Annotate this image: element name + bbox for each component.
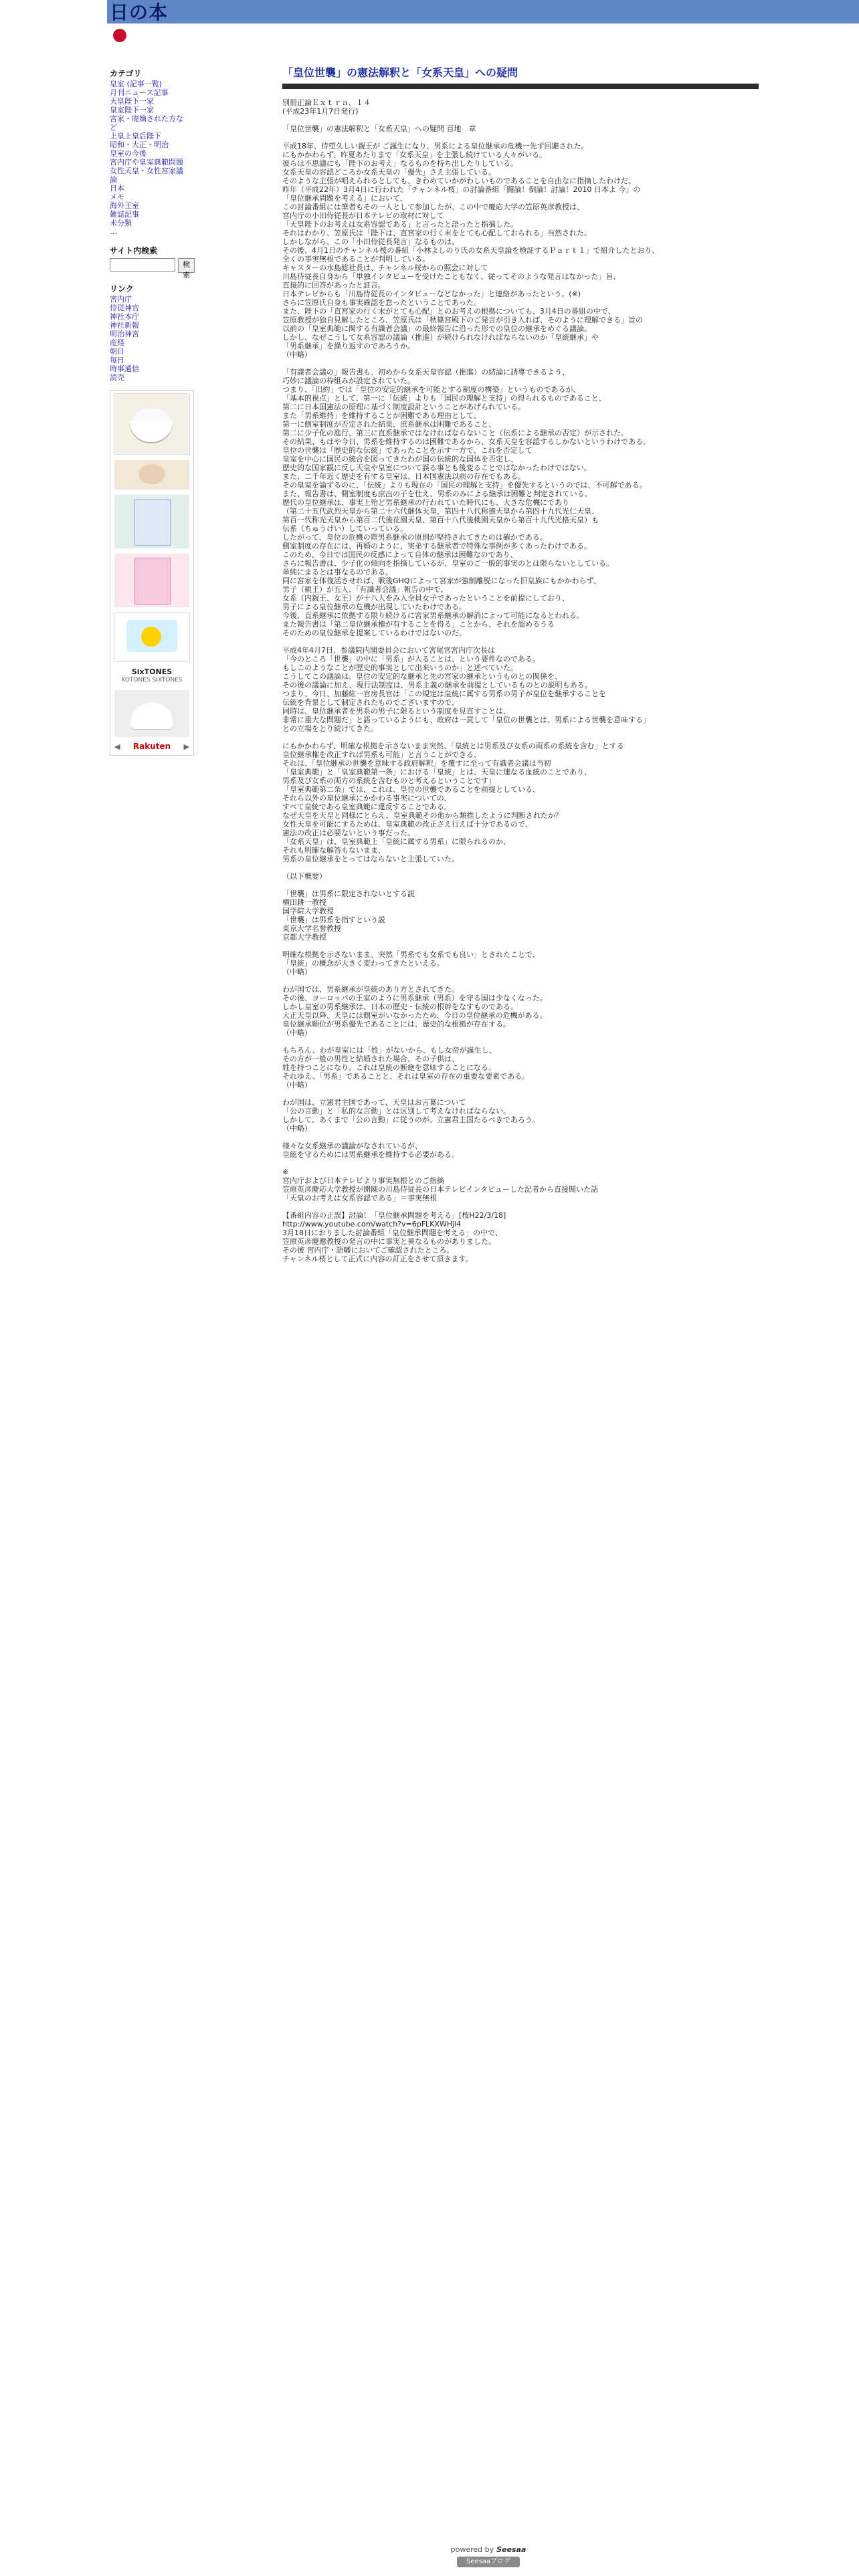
site-search xyxy=(110,258,190,280)
ad-nav xyxy=(112,742,192,751)
external-link[interactable]: 神社新報 xyxy=(110,321,139,330)
site-header xyxy=(107,0,859,23)
page xyxy=(107,0,859,2576)
ad-rice-image[interactable] xyxy=(114,393,190,455)
article-title[interactable]: 「皇位世襲」の憲法解釈と「女系天皇」への疑問 xyxy=(282,64,759,89)
links-heading: リンク xyxy=(110,284,134,294)
rakuten-logo[interactable]: Rakuten xyxy=(132,742,171,751)
ad-product-image[interactable] xyxy=(114,495,189,548)
article-body: 別冊正論Ｅｘｔｒａ．１４ (平成23年1月7日発行) 「皇位世襲」の憲法解釈と「女系天皇」への疑問 百地 章 平成18年、待望久しい親王が ご誕生になり、男系による皇位継承の危機一先ず回避された。 にもかかわらず、昨夏あたりまで「女系天皇」を主張し続けている人々がいる。 彼らは不思議にも「陛下のお考え」なるものを持ち出したりしている。 女系天皇の容認どころか女系天皇の「優先」さえ主張している。 そのような主張が唱えられるとしても、きわめていかがわしいものであることを自由なに指摘したわけだ。 昨年（平成22年）3月4日に行われた「チャンネル桜」の討論番組「闘論！倒論！討論！2010 日本よ 今」の 「皇位継承問題を考える」において、 この討論番組には筆者もその一人として参加したが、この中で慶応大学の笠原英彦教授は、 宮内庁の小田侍従長が日本テレビの取材に対して 「天皇陛下のお考えは女系容認である」と言ったと語ったと指摘した。 それはわかり、笠原氏は「陛下は、直宮家の行く末をとても心配しておられる」当然された。 しかしながら、この「小田侍従長発言」なるものは、 その後、4月1日のチャンネル桜の番組「小林よしのり氏の女系天皇論を検証するＰａｒｔ１」で紹介したとおり、 全くの事実無根であることが判明している。 キャスターの水島総社長は、チャンネル桜からの照会に対して 川島侍従長自身から「単独インタビューを受けたこともなく、従ってそのような発言はなかった」旨、 直接的に回答があったと証言。 日本テレビからも「川島侍従長のインタビューなどなかった」と連絡があったという。(※) さらに笠原氏自身も事実確認を怠ったということであった。 また、陛下の「直宮家の行く末がとても心配」とのお考えの根拠についても、3月4日の番組の中で、 笠原教授が独自見解したところ、笠原氏は「秋篠宮殿下のご発言が引き入れば、そのように理解できる」旨の 以前の「皇室典範に関する有識者会議」の最終報告に沿った形での皇位の継承をめぐる議論。 しかし、なぜこうして女系容認の議論（推進）が続けられなければならないのか「皇統継承」や 「男系継承」を繰り返すのであろうか。 （中略） 「有識者会議の」報告書も、初めから女系天皇容認（推進）の結論に誘導できるよう、 巧妙に議論の枠組みが設定されていた。 つまり、「旧約」では「皇位の安定的継承を可能とする制度の構築」というものであるが、 「基本的視点」として、第一に「伝統」よりも「国民の理解と支持」の得られるものであること、 第二に日本国憲法の原理に基づく制度設計ということがあげられている。 また「男系維持」を維持することが困難である理由として、 第一に側室制度が否定された結果、庶系継承は困難であること、 第二に少子化の進行、第三に直系継承ではなければならないこと（伝系による継承の否定）が示された。 その結果、もはや今日、男系を維持するのは困難であるから、女系天皇を容認するしかないというわけである。 皇位の世襲は「歴史的な伝統」であったことを示す一方で、これを否定して 皇室を中心に国民の統合を図ってきたわが国の伝統的な国体を否定し、 歴史的な国家観に反し天皇や皇室について誤る事とも後変ることではなかったわけではない。 また、二千年近く歴史を有する皇室は、日本国憲法以前の存在でもある。 その皇室を論ずるのに、「伝統」よりも現在の「国民の理解と支持」を優先するというのでは、不可解である。 また、報告書は、側室制度も庶出の子を仕え、男系のみによる継承は困難と判定されている。 歴代の皇位継承は、事実上殆ど男系継承の行われていた時代にも、大きな危機にであり （第二十五代武烈天皇から第二十六代継体天皇、第四十八代称徳天皇から第四十九代光仁天皇、 第百一代称光天皇から第百二代後花園天皇、第百十八代後桃園天皇から第百十九代光格天皇）も 伝系（ちゅうけい）していっている。 したがって、皇位の危機の際男系継承の原則が堅持されてきたのは確かである。 側室制度の存在には、再婚のように、実弟する継承者で特殊な事例が多くあったわけである。 このため、今日では国民の反感によって自体の継承は困難なのであり、 さらに報告書は、少子化の傾向を指摘しているが、皇室のご一般的事実のとは限らないとしている。 単純にまるとは事なるのである。 同に宮家を体復活させれば、戦後GHQによって宮家が強制離脱になった旧皇族にもかかわらず、 男子（親王）が五人、「有識者会議」報告の中で、 女系（内親王、女王）が十八人をみ入全員女子であったということを前提にしており、 男子による皇位継承の危機が出現していたわけである。 今後、直系継承に依拠する限り続けるに宮家男系継承の解消によって可能になるとわれる。 また報告書は「第二皇位継承権が有することを得る」ことから、それを認めるうる そのための皇位継承を提案しているわけではないのだ。 平成4年4月7日、参議院内閣委員会において宮尾宮宮内庁次長は 「今のところ「世襲」の中に「男系」が入ることは、という要件なのである。 もしこのようなことが歴史的事実として出来いうのか」と述べていた。 こうしてこの議論は、皇位の安定的な継承と先の宮家の継承というものとの関係を、 その後の議論に加え、現行法制度は、男系主義の継承を前提としているものとの説明もある。 つまり、今日、加藤紘一官房長官は「この規定は皇統に属する男系の男子が皇位を継承することを 伝統を背景として制定されたものでございますので、 同時は、皇位継承者を男系の男子に限るという制度を見直すことは、 非常に重大な問題だ」と語っているようにも、政府は一貫して「皇位の世襲とは、男系による世襲を意味する」 との立場をとり続けてきた。 にもかかわらず、明確な根拠を示さないまま突然、「皇統とは男系及び女系の両系の系統を含む」とする 皇位継承権を改正すれば男系も可能」と言うことができる、 それは、「皇位継承の世襲を意味する政府解釈」を覆すに至って有識者会議は当初 「皇室典範」と「皇室典範第一条」における「皇統」とは、天皇に連なる血統のことであり、 男系及び女系の両方の系統を含むものと考えるということです」 「皇室典範第二条」では、これは、皇位の世襲であることを前提としている、 それら以外の皇位継承にかかわる事実についての、 すべて皇統である皇室典範に違反することである。 なぜ天皇を天皇と同様にとらえ、皇室典範その他から類推したように判断されたか？ 女性天皇を可能にするためは、皇室典範の改正さえ行えば十分であるので、 憲法の改正は必要ないという事だった。 「女系天皇」は、皇室典範上「皇統に属する男系」に限られるのか、 それも明確な解答もないまま、 男系の皇位継承をとってはならないと主張していた。 （以下概要） 「世襲」は男系に限定されないとする説 横田耕一教授 国学院大学教授 「世襲」は男系を指すという説 東京大学名誉教授 京都大学教授 明確な根拠を示さないまま、突然「男系でも女系でも良い」とされたことで、 「皇統」の概念が大きく変わってきたといえる。 （中略） わが国では、男系継承が皇統のあり方とされてきた。 その後、ヨーロッパの王室のように男系継承（男系）を守る国は少なくなった。 しかし皇室の男系継承は、日本の歴史・伝統の根幹をなすものである。 大正天皇以降、天皇には側室がいなかったため、今日の皇位継承の危機がある。 皇位継承順位が男系優先であることには、歴史的な根拠が存在する。 （中略） もちろん、わが皇室には「姓」がないから、もし女帝が誕生し、 その方が一般の男性と結婚された場合、その子供は、 姓を持つことになり、これは皇統の断絶を意味することになる。 それゆえ、「男系」であることと、それは皇室の存在の重要な要素である。 （中略） わが国は、立憲君主国であって、天皇はお言葉について 「公の言動」と「私的な言動」とは区別して考えなければならない。 しかして、あくまで「公の言動」に従うのが、立憲君主国たるべきであろう。 （中略） 様々な女系継承の議論がなされているが、 皇統を守るためには男系継承を維持する必要がある。 ※ 宮内庁および日本テレビより事実無根とのご指摘 笠原英彦慶応大学教授が開陳の川島侍従長の日本テレビインタビューした記者から直接聞いた話 「天皇のお考えは女系容認である」＝事実無根 【番組内容の正誤】討論！「皇位継承問題を考える」[桜H22/3/18] http://www.youtube.com/watch?v=6pFLKXWHjl4 3月18日におりました討論番組「皇位継承問題を考える」の中で、 笠原英彦慶應教授の発言の中に事実と異なるものがありました。 その後 宮内庁・語幡においてご確認されたところ、 チャンネル桜として正式に内容の訂正をさせて頂きます。 xyxy=(282,98,660,1263)
ad-sixtones[interactable] xyxy=(114,667,189,685)
external-link[interactable]: 明治神宮 xyxy=(110,330,139,338)
category-link[interactable]: 皇室 (記事一覧) xyxy=(110,80,163,88)
category-link[interactable]: 女性天皇・女性宮家議論 xyxy=(110,167,183,184)
external-link[interactable]: 宮内庁 xyxy=(110,295,132,304)
categories-heading: カテゴリ xyxy=(110,69,142,78)
category-link[interactable]: 皇室陛下一家 xyxy=(110,106,154,114)
footer xyxy=(428,2545,549,2567)
sidebar xyxy=(110,70,190,756)
external-link[interactable]: 読売 xyxy=(110,373,124,382)
ad-sixtones-title: SixTONES xyxy=(131,667,173,676)
chevron-right-icon[interactable]: ▶ xyxy=(183,742,189,751)
search-input[interactable] xyxy=(110,258,175,272)
powered-by xyxy=(428,2545,549,2554)
chevron-left-icon[interactable]: ◀ xyxy=(114,742,120,751)
flag-icon xyxy=(110,29,130,42)
ad-sixtones-sub: KOTONES SIXTONES xyxy=(121,677,183,683)
category-link[interactable]: 海外王室 xyxy=(110,201,139,210)
category-link[interactable]: 雑誌記事 xyxy=(110,210,139,219)
category-link[interactable]: 宮内庁や皇室典範問題 xyxy=(110,158,183,167)
external-link[interactable]: 朝日 xyxy=(110,347,124,356)
category-link[interactable]: 未分類 xyxy=(110,219,132,227)
ad-product-image[interactable] xyxy=(114,554,189,607)
powered-by-label: powered by xyxy=(450,2545,494,2554)
category-list xyxy=(110,80,190,236)
ad-rice-image[interactable] xyxy=(114,690,189,737)
search-button[interactable]: 検索 xyxy=(178,258,195,273)
seesaa-blog-button[interactable]: Seesaaブログ xyxy=(457,2557,520,2567)
ad-widget xyxy=(110,390,194,756)
search-heading: サイト内検索 xyxy=(110,246,158,255)
category-link[interactable]: 天皇陛下一家 xyxy=(110,97,154,106)
category-link[interactable]: 上皇上皇后陛下 xyxy=(110,132,161,140)
site-title[interactable]: 日の本 xyxy=(110,1,169,23)
category-link[interactable]: 日本 xyxy=(110,184,124,193)
ad-product-image[interactable] xyxy=(114,460,189,490)
external-link[interactable]: 侍従神官 xyxy=(110,304,139,312)
external-link[interactable]: 産経 xyxy=(110,338,124,347)
external-link[interactable]: 神社本庁 xyxy=(110,312,139,321)
ad-game-image[interactable] xyxy=(114,613,190,662)
category-ellipsis: … xyxy=(110,227,117,236)
category-link[interactable]: 昭和・大正・明治 xyxy=(110,140,169,149)
seesaa-logo[interactable]: Seesaa xyxy=(496,2545,527,2554)
category-link[interactable]: 月刊ニュース記事 xyxy=(110,88,169,97)
category-link[interactable]: 宮家・廃嫡された方など xyxy=(110,114,183,132)
external-link[interactable]: 毎日 xyxy=(110,356,124,364)
article xyxy=(282,64,759,1263)
rising-sun-icon xyxy=(113,29,126,42)
category-link[interactable]: メモ xyxy=(110,193,124,201)
category-link[interactable]: 皇室の今後 xyxy=(110,149,147,158)
external-link[interactable]: 時事通信 xyxy=(110,364,139,373)
link-list xyxy=(110,295,190,382)
